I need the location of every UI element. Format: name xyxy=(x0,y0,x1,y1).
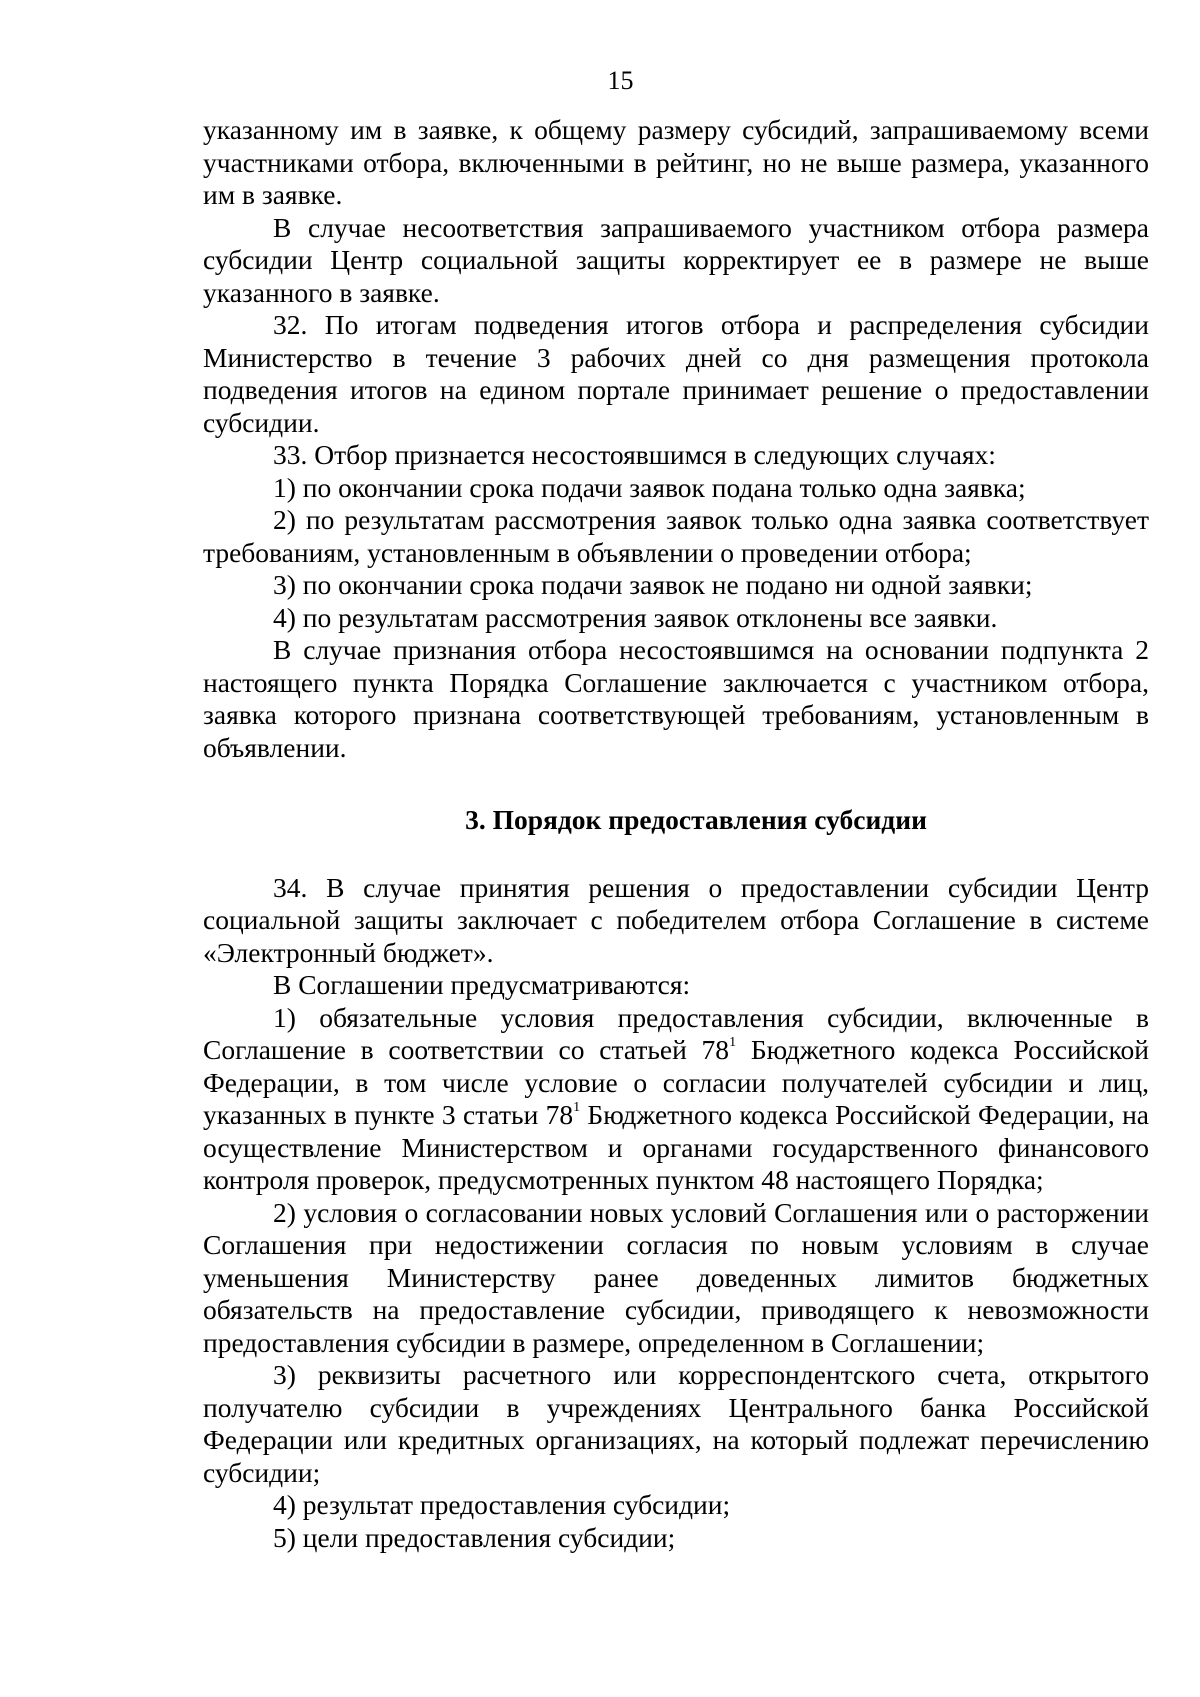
agreement-item-1-part-c: Бюджетного кодекса Российской Федерации, на осуществление Министерством и органами государственного финансового контроля проверок, предусмотренных пунктом 48 настоящего Порядка; xyxy=(203,1099,1149,1195)
superscript-1: 1 xyxy=(729,1034,737,1050)
paragraph-mismatch-case: В случае несоответствия запрашиваемого участником отбора размера субсидии Центр социальной защиты корректирует ее в размере не выше указанного в заявке. xyxy=(203,211,1149,308)
agreement-item-1-part-a: 1) обязательные условия предоставления субсидии, включенные в Соглашение в соответствии со статьей 78 xyxy=(203,1001,1149,1065)
superscript-1: 1 xyxy=(573,1099,581,1115)
paragraph-33-item-1: 1) по окончании срока подачи заявок подана только одна заявка; xyxy=(273,471,1026,503)
paragraph-continuation: указанному им в заявке, к общему размеру субсидий, запрашиваемому всеми участниками отбора, включенными в рейтинг, но не выше размера, указанного им в заявке. xyxy=(203,114,1149,210)
page-number: 15 xyxy=(607,66,634,95)
paragraph-33-item-4: 4) по результатам рассмотрения заявок отклонены все заявки. xyxy=(273,601,998,633)
paragraph-failed-selection: В случае признания отбора несостоявшимся на основании подпункта 2 настоящего пункта Порядка Соглашение заключается с участником отбора, заявка которого признана соответствующей требованиям, установленным в объявлении. xyxy=(203,634,1149,763)
agreement-item-4: 4) результат предоставления субсидии; xyxy=(273,1489,731,1520)
section-heading: 3. Порядок предоставления субсидии xyxy=(465,804,927,835)
paragraph-33: 33. Отбор признается несостоявшимся в следующих случаях: xyxy=(273,439,996,470)
paragraph-33-item-2: 2) по результатам рассмотрения заявок только одна заявка соответствует требованиям, установленным в объявлении о проведении отбора; xyxy=(203,504,1149,568)
agreement-item-1-part-b: Бюджетного кодекса Российской Федерации, в том числе условие о согласии получателей субсидии и лиц, указанных в пункте 3 статьи 78 xyxy=(203,1034,1149,1130)
paragraph-agreement-provisions: В Соглашении предусматриваются: xyxy=(273,969,691,1000)
agreement-item-5: 5) цели предоставления субсидии; xyxy=(273,1521,676,1553)
document-body xyxy=(203,114,1149,1554)
agreement-item-1 xyxy=(203,1002,1149,1197)
paragraph-32: 32. По итогам подведения итогов отбора и распределения субсидии Министерство в течение 3 рабочих дней со дня размещения протокола подведения итогов на едином портале принимает решение о предоставлении субсидии. xyxy=(203,309,1149,438)
paragraph-34: 34. В случае принятия решения о предоставлении субсидии Центр социальной защиты заключает с победителем отбора Соглашение в системе «Электронный бюджет». xyxy=(203,871,1149,968)
agreement-item-2: 2) условия о согласовании новых условий Соглашения или о расторжении Соглашения при недостижении согласия по новым условиям в случае уменьшения Министерству ранее доведенных лимитов бюджетных обязательств на предоставление субсидии, приводящего к невозможности предоставления субсидии в размере, определенном в Соглашении; xyxy=(203,1196,1149,1358)
agreement-item-3: 3) реквизиты расчетного или корреспондентского счета, открытого получателю субсидии в учреждениях Центрального банка Российской Федерации или кредитных организациях, на который подлежат перечислению субсидии; xyxy=(203,1359,1149,1488)
paragraph-33-item-3: 3) по окончании срока подачи заявок не подано ни одной заявки; xyxy=(273,569,1033,600)
